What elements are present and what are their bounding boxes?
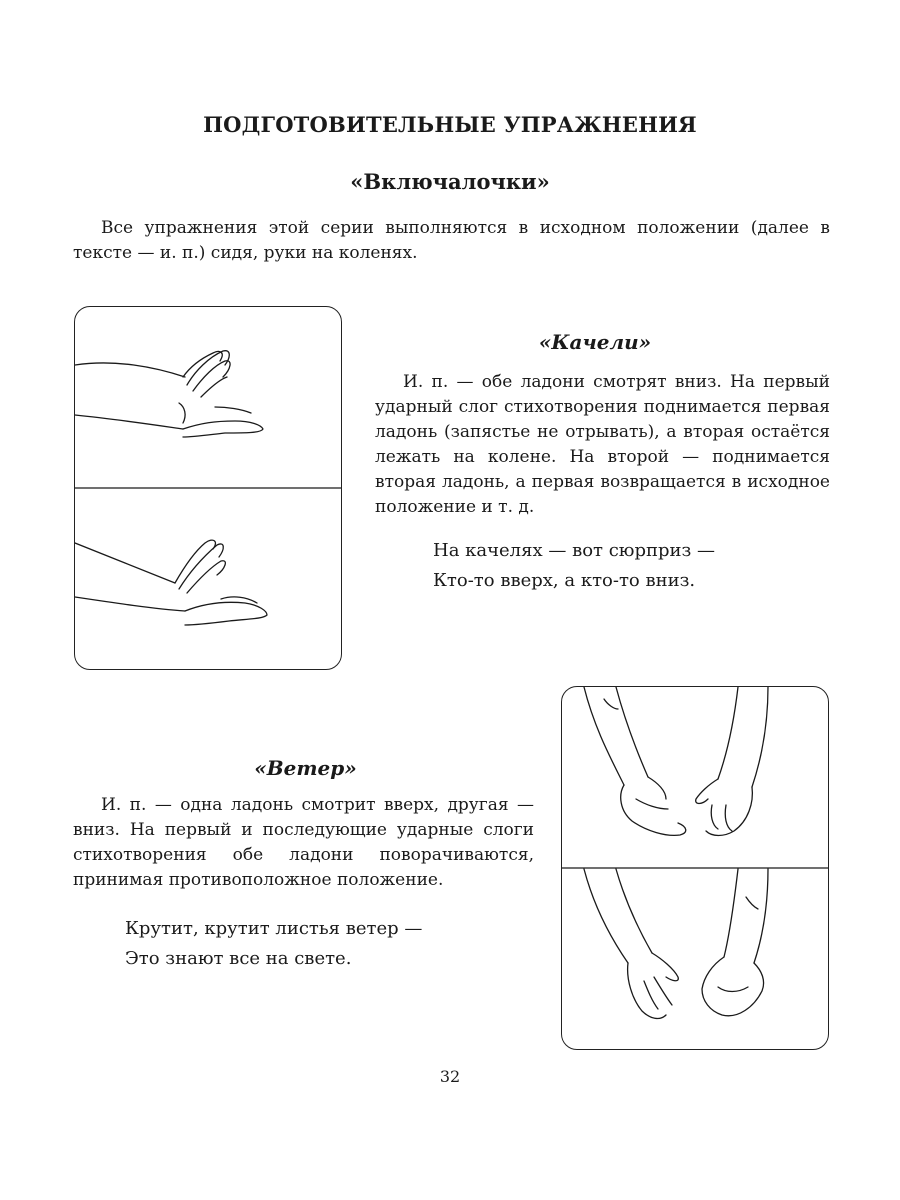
veter-title: «Ветер» [254, 756, 357, 780]
veter-poem [125, 914, 422, 974]
kacheli-title: «Качели» [538, 330, 652, 354]
page-number: 32 [439, 1067, 461, 1086]
poem-line: Это знают все на свете. [125, 948, 352, 969]
hands-turning-illustration [562, 687, 828, 1049]
page-title: ПОДГОТОВИТЕЛЬНЫЕ УПРАЖНЕНИЯ [203, 112, 697, 137]
veter-description: И. п. — одна ладонь смотрит вверх, другая — вниз. На первый и последующие ударные слоги стихотворения обе ладони поворачиваются, принимая противоположное положение. [73, 795, 534, 890]
section-title: «Включалочки» [350, 169, 550, 194]
poem-line: На качелях — вот сюрприз — [433, 540, 716, 561]
kacheli-illustration [74, 306, 342, 670]
poem-line: Кто-то вверх, а кто-то вниз. [433, 570, 696, 591]
hands-raising-illustration [75, 307, 341, 669]
kacheli-description: И. п. — обе ладони смотрят вниз. На первый ударный слог стихотворения поднимается первая ладонь (запястье не отрывать), а вторая остаётся лежать на колене. На второй — поднимается вторая ладонь, а первая возвращается в исходное положение и т. д. [375, 372, 830, 517]
kacheli-poem [433, 536, 715, 596]
intro-paragraph: Все упражнения этой серии выполняются в исходном положении (далее в тексте — и. п.) сидя, руки на коленях. [73, 218, 830, 263]
veter-illustration [561, 686, 829, 1050]
poem-line: Крутит, крутит листья ветер — [125, 918, 423, 939]
